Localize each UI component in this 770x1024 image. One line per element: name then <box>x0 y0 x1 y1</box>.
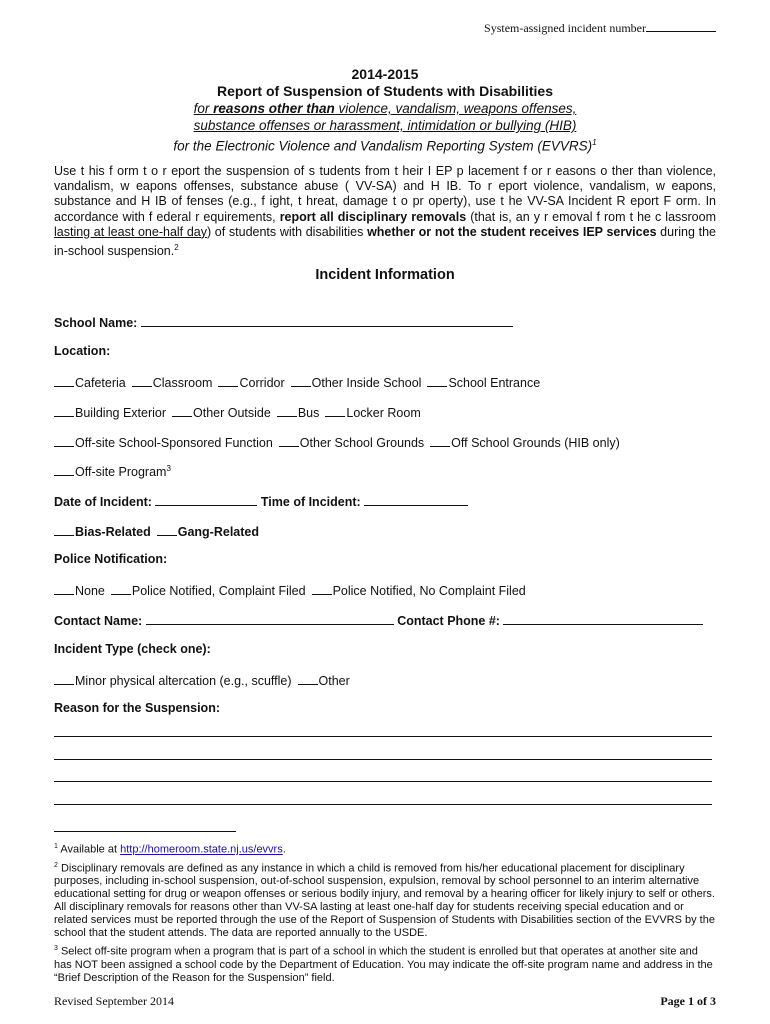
checkbox-blank <box>54 404 74 417</box>
intro-paragraph: Use t his f orm t o r eport the suspension of s tudents from t heir I EP p lacement f or r easons o ther than violence, vandalism, w eapons offenses, substance abuse ( VV-SA) and H IB. To r eport violence, vandalism, w eapons, substance and H IB of fenses (e.g., f ight, t hreat, damage t o pr operty), use t he VV-SA Incident R eport F orm. In accordance with f ederal r equirements, report all disciplinary removals (that is, an y r emoval f rom t he c lassroom lasting at least one-half day) of students with disabilities whether or not the student receives IEP services during the in-school suspension.$^2$ <box>54 164 717 259</box>
subtitle-line-3: for the Electronic Violence and Vandalism Reporting System (EVVRS)$^1$ <box>173 138 597 154</box>
option-building-exterior[interactable]: Building Exterior <box>54 406 166 420</box>
system-incident-number <box>484 20 716 36</box>
police-options-row <box>54 582 532 598</box>
incident-type-row <box>54 672 356 688</box>
checkbox-blank <box>298 672 318 685</box>
reason-line-1[interactable] <box>54 736 712 737</box>
contact-phone-field[interactable] <box>503 612 703 625</box>
option-offsite-school-function[interactable]: Off-site School-Sponsored Function <box>54 436 273 450</box>
option-gang-related[interactable]: Gang-Related <box>157 525 259 539</box>
option-police-none[interactable]: None <box>54 584 105 598</box>
option-offsite-program[interactable]: Off-site Program$^3$ <box>54 465 171 479</box>
location-row-4 <box>54 463 177 479</box>
checkbox-blank <box>325 404 345 417</box>
document-header <box>0 66 770 155</box>
incident-type-label: Incident Type (check one): <box>54 642 211 656</box>
location-label: Location: <box>54 344 111 358</box>
checkbox-blank <box>54 523 74 536</box>
time-label: Time of Incident: <box>260 495 361 509</box>
checkbox-blank <box>430 434 450 447</box>
footnotes <box>54 840 716 987</box>
location-row-2 <box>54 404 427 420</box>
evvrs-link[interactable]: http://homeroom.state.nj.us/evvrs <box>120 843 283 856</box>
footnote-separator <box>54 831 236 832</box>
checkbox-blank <box>172 404 192 417</box>
checkbox-blank <box>54 582 74 595</box>
option-locker-room[interactable]: Locker Room <box>325 406 420 420</box>
checkbox-blank <box>277 404 297 417</box>
option-other-outside[interactable]: Other Outside <box>172 406 271 420</box>
section-title: Incident Information <box>315 267 455 283</box>
footnote-1: $^1$ Available at http://homeroom.state.nj.us/evvrs. <box>54 843 286 856</box>
checkbox-blank <box>312 582 332 595</box>
contact-name-label: Contact Name: <box>54 614 143 628</box>
subtitle-line-2: substance offenses or harassment, intimidation or bullying (HIB) <box>193 118 577 133</box>
revised-date: Revised September 2014 <box>54 994 174 1008</box>
report-title: Report of Suspension of Students with Disabilities <box>216 83 554 99</box>
checkbox-blank <box>54 374 74 387</box>
reason-label: Reason for the Suspension: <box>54 701 220 715</box>
page-number: Page 1 of 3 <box>660 994 716 1008</box>
system-incident-number-label: System-assigned incident number <box>484 21 646 35</box>
location-row-1 <box>54 374 546 390</box>
option-off-school-grounds-hib[interactable]: Off School Grounds (HIB only) <box>430 436 620 450</box>
reason-line-3[interactable] <box>54 781 712 782</box>
checkbox-blank <box>291 374 311 387</box>
option-school-entrance[interactable]: School Entrance <box>427 376 540 390</box>
location-row-3 <box>54 434 626 450</box>
checkbox-blank <box>54 434 74 447</box>
school-name-label: School Name: <box>54 316 138 330</box>
contact-row <box>54 612 703 628</box>
footnote-2: $^2$ Disciplinary removals are defined as any instance in which a child is removed from his/her educational placement for disciplinary purposes, including in-school suspension, out-of-school suspension, expulsion, removal by school personnel to an interim alternative educational setting for drug or weapon offenses or serious bodily injury, and removal by a hearing officer for likely injury to self or others. All disciplinary removals for reasons other than VV-SA lasting at least one-half day for students receiving special education and or related services must be reported through the use of the Report of Suspension of Students with Disabilities section of the EVVRS by the school that the student attends. The data are reported annually to the USDE. <box>54 861 715 940</box>
contact-phone-label: Contact Phone #: <box>397 614 500 628</box>
report-year: 2014-2015 <box>351 66 419 82</box>
option-bias-related[interactable]: Bias-Related <box>54 525 151 539</box>
checkbox-blank <box>54 463 74 476</box>
option-classroom[interactable]: Classroom <box>132 376 213 390</box>
checkbox-blank <box>427 374 447 387</box>
checkbox-blank <box>218 374 238 387</box>
page-footer <box>54 994 716 1009</box>
option-other-inside-school[interactable]: Other Inside School <box>291 376 422 390</box>
reason-line-2[interactable] <box>54 759 712 760</box>
subtitle-line-1: for reasons other than violence, vandalism, weapons offenses, <box>193 101 577 116</box>
school-name-row <box>54 314 513 330</box>
option-bus[interactable]: Bus <box>277 406 320 420</box>
option-other-school-grounds[interactable]: Other School Grounds <box>279 436 424 450</box>
time-field[interactable] <box>364 493 468 506</box>
checkbox-blank <box>54 672 74 685</box>
option-cafeteria[interactable]: Cafeteria <box>54 376 126 390</box>
school-name-field[interactable] <box>141 314 513 327</box>
option-corridor[interactable]: Corridor <box>218 376 284 390</box>
date-field[interactable] <box>155 493 257 506</box>
system-incident-number-field[interactable] <box>646 20 716 32</box>
option-minor-altercation[interactable]: Minor physical altercation (e.g., scuffle) <box>54 674 292 688</box>
reason-line-4[interactable] <box>54 804 712 805</box>
date-time-row <box>54 493 468 509</box>
checkbox-blank <box>132 374 152 387</box>
bias-gang-row <box>54 523 265 539</box>
police-label: Police Notification: <box>54 552 168 566</box>
date-label: Date of Incident: <box>54 495 152 509</box>
checkbox-blank <box>157 523 177 536</box>
footnote-3: $^3$ Select off-site program when a program that is part of a school in which the student is enrolled but that operates at another site and has NOT been assigned a school code by the Department of Education. You may indicate the off-site program name and address in the “Brief Description of the Reason for the Suspension” field. <box>54 945 713 984</box>
checkbox-blank <box>111 582 131 595</box>
contact-name-field[interactable] <box>146 612 394 625</box>
option-incident-other[interactable]: Other <box>298 674 350 688</box>
checkbox-blank <box>279 434 299 447</box>
option-police-complaint-filed[interactable]: Police Notified, Complaint Filed <box>111 584 306 598</box>
option-police-no-complaint[interactable]: Police Notified, No Complaint Filed <box>312 584 526 598</box>
